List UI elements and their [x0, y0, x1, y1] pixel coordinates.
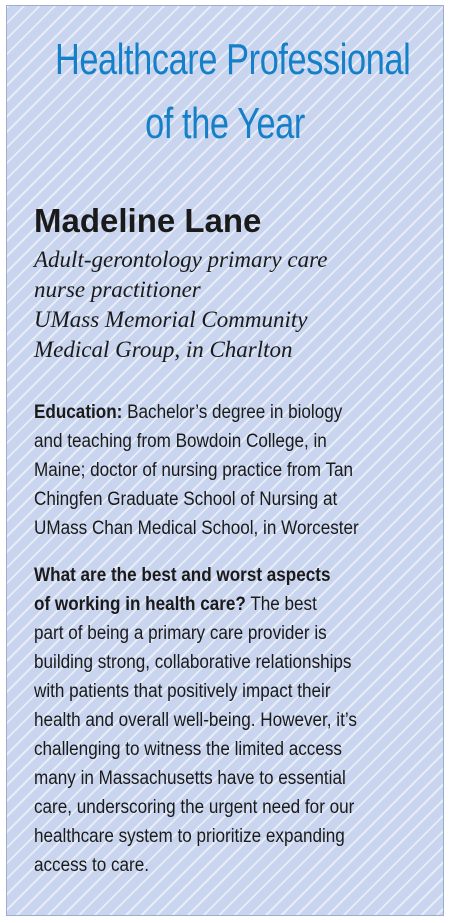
answer-text: with patients that positively impact their: [34, 681, 331, 702]
person-name: Madeline Lane: [34, 202, 262, 239]
answer-line: [34, 706, 434, 735]
headline: [54, 28, 411, 156]
headline-line: Healthcare Professional: [54, 35, 411, 84]
title-line: nurse practitioner: [34, 277, 201, 302]
title-line: Medical Group, in Charlton: [34, 337, 293, 362]
education-text: Maine; doctor of nursing practice from Tan: [34, 460, 354, 481]
education-line: [34, 398, 434, 427]
question-line: [34, 590, 434, 619]
education-text: Bachelor’s degree in biology: [122, 402, 343, 423]
answer-text: access to care.: [34, 855, 150, 876]
answer-line: [34, 677, 434, 706]
answer-text: The best: [245, 594, 317, 615]
education-text: UMass Chan Medical School, in Worcester: [34, 518, 359, 539]
education-text: Chingfen Graduate School of Nursing at: [34, 489, 338, 510]
answer-text: challenging to witness the limited access: [34, 739, 342, 760]
answer-text: many in Massachusetts have to essential: [34, 768, 346, 789]
answer-line: [34, 822, 434, 851]
answer-line: [34, 735, 434, 764]
answer-text: health and overall well-being. However, it’s: [34, 710, 357, 731]
answer-line: [34, 764, 434, 793]
headline-line: of the Year: [145, 99, 305, 148]
answer-text: building strong, collaborative relationships: [34, 652, 352, 673]
education-line: [34, 514, 434, 543]
answer-line: [34, 648, 434, 677]
profile-card: [6, 5, 444, 916]
qa-paragraph: [34, 561, 434, 880]
education-label: Education:: [34, 402, 123, 423]
answer-line: [34, 619, 434, 648]
title-line: UMass Memorial Community: [34, 307, 308, 332]
education-line: [34, 485, 434, 514]
person-titles: [34, 245, 327, 365]
education-text: and teaching from Bowdoin College, in: [34, 431, 327, 452]
answer-text: part of being a primary care provider is: [34, 623, 327, 644]
education-paragraph: [34, 398, 434, 543]
answer-line: [34, 851, 434, 880]
answer-line: [34, 793, 434, 822]
question-line: [34, 561, 434, 590]
education-line: [34, 427, 434, 456]
question-text: of working in health care?: [34, 594, 246, 615]
answer-text: healthcare system to prioritize expanding: [34, 826, 345, 847]
education-line: [34, 456, 434, 485]
title-line: Adult-gerontology primary care: [34, 247, 328, 272]
question-text: What are the best and worst aspects: [34, 565, 331, 586]
answer-text: care, underscoring the urgent need for our: [34, 797, 355, 818]
